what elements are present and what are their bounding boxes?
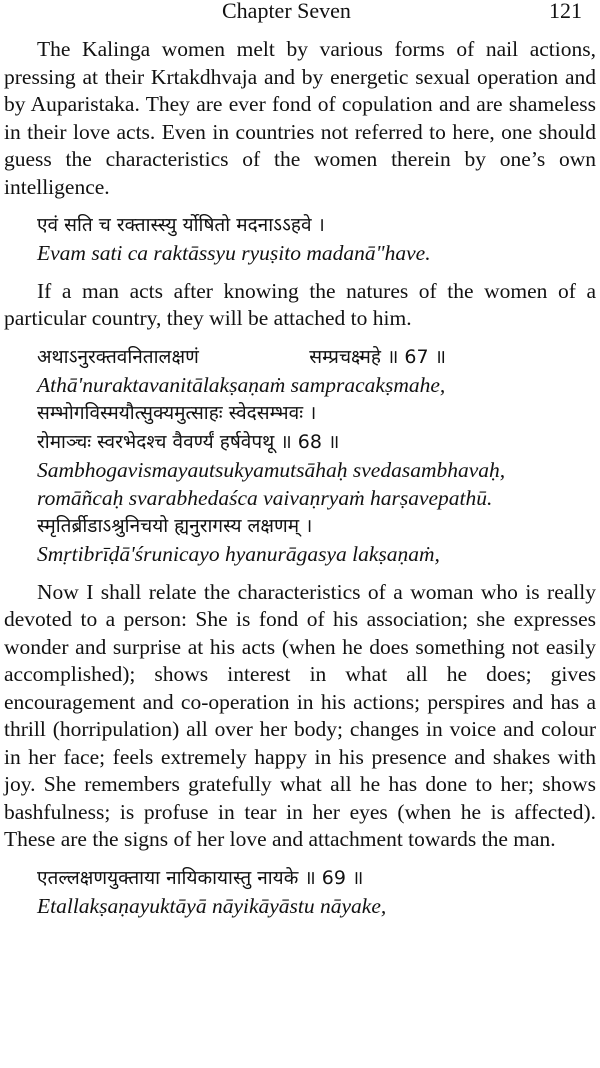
running-header [0, 0, 600, 28]
verse-67-part-a: अथाऽनुरक्तवनितालक्षणं [37, 345, 199, 368]
paragraph-kalinga: The Kalinga women melt by various forms of nail actions, pressing at their Krtakdhvaja and by energetic sexual operation and by Auparistaka. They are ever fond of copulation and are shameless in their love acts. Even in countries not referred to here, one should guess the characteristics of the women therein by one’s own intelligence. [4, 37, 596, 199]
page-body [4, 36, 596, 920]
sanskrit-verse-smrti: स्मृतिर्ब्रीडाऽश्रुनिचयो ह्यनुरागस्य लक्षणम् । [37, 515, 313, 537]
chapter-title: Chapter Seven [222, 0, 351, 23]
transliteration-69: Etallakṣaṇayuktāyā nāyikāyāstu nāyake, [37, 893, 387, 918]
sanskrit-verse-68-line-1: सम्भोगविस्मयौत्सुक्यमुत्साहः स्वेदसम्भवः । [37, 402, 317, 424]
sanskrit-verse-69: एतल्लक्षणयुक्ताया नायिकायास्तु नायके ॥ 69 ॥ [37, 866, 364, 889]
sanskrit-verse: एवं सति च रक्तास्स्यु र्योषितो मदनाऽऽहवे । [37, 214, 325, 236]
verse-67-part-b: सम्प्रचक्ष्महे ॥ 67 ॥ [309, 345, 446, 368]
paragraph-attachment: If a man acts after knowing the natures of the women of a particular country, they will be attached to him. [4, 278, 596, 330]
paragraph-characteristics: Now I shall relate the characteristics of a woman who is really devoted to a person: She is fond of his association; she expresses wonder and surprise at his acts (when he does something not easily accomplished); shows interest in what all he does; gives encouragement and co-operation in his actions; perspires and has a thrill (horripulation) all over her body; changes in voice and colour in her face; feels extremely happy in his presence and shakes with joy. She remembers gratefully what all he has done to her; shows bashfulness; is profuse in tear in her eyes (when he is affected). These are the signs of her love and attachment towards the man. [4, 579, 596, 851]
transliteration: Evam sati ca raktāssyu ryuṣito madanā"have. [37, 241, 431, 265]
sanskrit-verse-67 [4, 343, 596, 372]
sanskrit-verse-68-line-2: रोमाञ्चः स्वरभेदश्च वैवर्ण्यं हर्षवेपथू ॥ 68 ॥ [37, 431, 340, 453]
page-number: 121 [549, 0, 582, 23]
transliteration-67: Athā'nuraktavanitālakṣaṇaṁ sampracakṣmahe, [37, 372, 446, 397]
transliteration-smrti: Smṛtibrīḍā'śrunicayo hyanurāgasya lakṣaṇaṁ, [37, 542, 440, 566]
transliteration-68-line-2: romāñcaḥ svarabhedaśca vaivaṇryaṁ harṣavepathū. [37, 485, 493, 510]
transliteration-68-line-1: Sambhogavismayautsukyamutsāhaḥ svedasambhavaḥ, [37, 458, 506, 482]
